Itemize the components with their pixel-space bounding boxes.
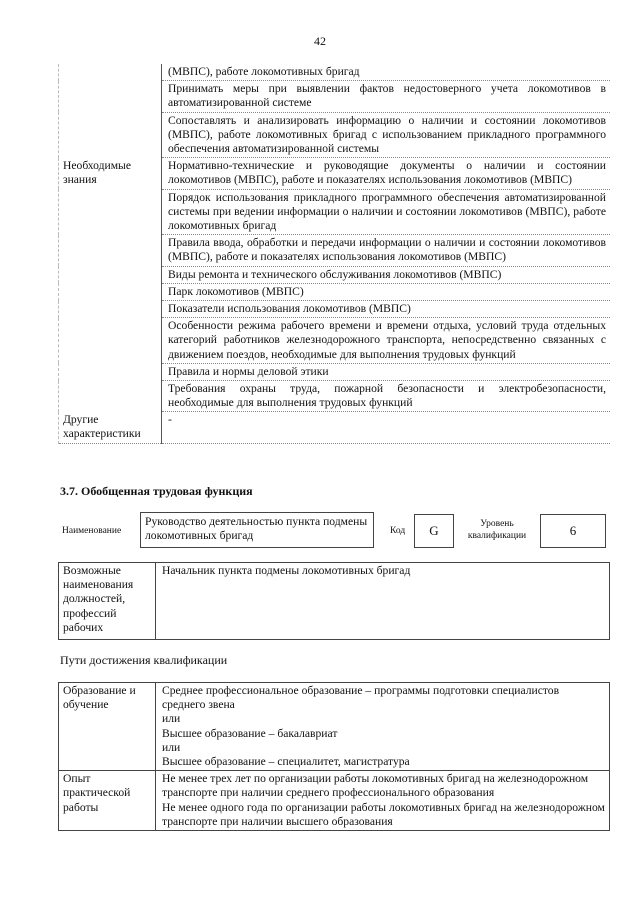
table-row: Правила ввода, обработки и передачи информации о наличии и состоянии локомотивов (МВПС), работе и показателях использования локомотивов (МВПС) — [162, 235, 611, 266]
positions-label: Возможные наименования должностей, профессий рабочих — [59, 563, 156, 640]
code-box: G — [414, 514, 454, 548]
other-characteristics-label: Другие характеристики — [59, 412, 162, 444]
table-row: Парк локомотивов (МВПС) — [162, 283, 611, 300]
qualification-heading: Пути достижения квалификации — [60, 653, 228, 667]
name-label: Наименование — [62, 526, 122, 536]
table-row: Показатели использования локомотивов (МВПС) — [162, 301, 611, 318]
function-header — [58, 512, 610, 552]
list-item: или — [162, 712, 181, 726]
table-row: Виды ремонта и технического обслуживания локомотивов (МВПС) — [162, 266, 611, 283]
section-heading: 3.7. Обобщенная трудовая функция — [60, 484, 253, 498]
positions-value: Начальник пункта подмены локомотивных бригад — [156, 563, 610, 640]
table-row: (МВПС), работе локомотивных бригад — [162, 64, 611, 81]
knowledge-label: Необходимые знания — [59, 158, 162, 412]
experience-value — [156, 771, 610, 831]
level-label: Уровень квалификации — [467, 519, 527, 541]
empty-label-cell — [59, 112, 162, 158]
level-box: 6 — [540, 514, 606, 548]
empty-label-cell — [59, 64, 162, 81]
table-row: Принимать меры при выявлении фактов недостоверного учета локомотивов в автоматизированной системе — [162, 81, 611, 112]
education-value — [156, 683, 610, 771]
table-row: Нормативно-технические и руководящие документы о наличии и состоянии локомотивов (МВПС), работе и показателях использования локомотивов (МВПС) — [162, 158, 611, 189]
table-row: Особенности режима рабочего времени и времени отдыха, условий труда отдельных категорий работников железнодорожного транспорта, непосредственно связанных с движением поездов, необходимые для выполнения трудовых функций — [162, 318, 611, 364]
skills-knowledge-table — [58, 64, 610, 444]
page-number: 42 — [314, 34, 326, 48]
table-row: Сопоставлять и анализировать информацию о наличии и состоянии локомотивов (МВПС), работе локомотивных бригад с использованием прикладного программного обеспечения автоматизированной системы — [162, 112, 611, 158]
function-name-box: Руководство деятельностью пункта подмены локомотивных бригад — [140, 512, 374, 548]
list-item: Не менее одного года по организации работы локомотивных бригад на железнодорожном транспорте при наличии высшего образования — [162, 800, 605, 828]
table-row: Требования охраны труда, пожарной безопасности и электробезопасности, необходимые для выполнения трудовых функций — [162, 381, 611, 412]
code-label: Код — [390, 526, 406, 536]
qualification-table — [58, 682, 610, 831]
education-label: Образование и обучение — [59, 683, 156, 771]
other-characteristics-value: - — [162, 412, 611, 444]
list-item: Не менее трех лет по организации работы локомотивных бригад на железнодорожном транспорте при наличии среднего профессионального образования — [162, 772, 589, 800]
positions-table — [58, 562, 610, 640]
empty-label-cell — [59, 81, 162, 112]
list-item: или — [162, 740, 181, 754]
table-row: Порядок использования прикладного программного обеспечения автоматизированной системы при ведении информации о наличии и состоянии локомотивов (МВПС), работе локомотивных бригад — [162, 189, 611, 235]
list-item: Среднее профессиональное образование – программы подготовки специалистов среднего звена — [162, 684, 560, 712]
experience-label: Опыт практической работы — [59, 771, 156, 831]
list-item: Высшее образование – специалитет, магистратура — [162, 755, 410, 769]
list-item: Высшее образование – бакалавриат — [162, 726, 338, 740]
table-row: Правила и нормы деловой этики — [162, 363, 611, 380]
